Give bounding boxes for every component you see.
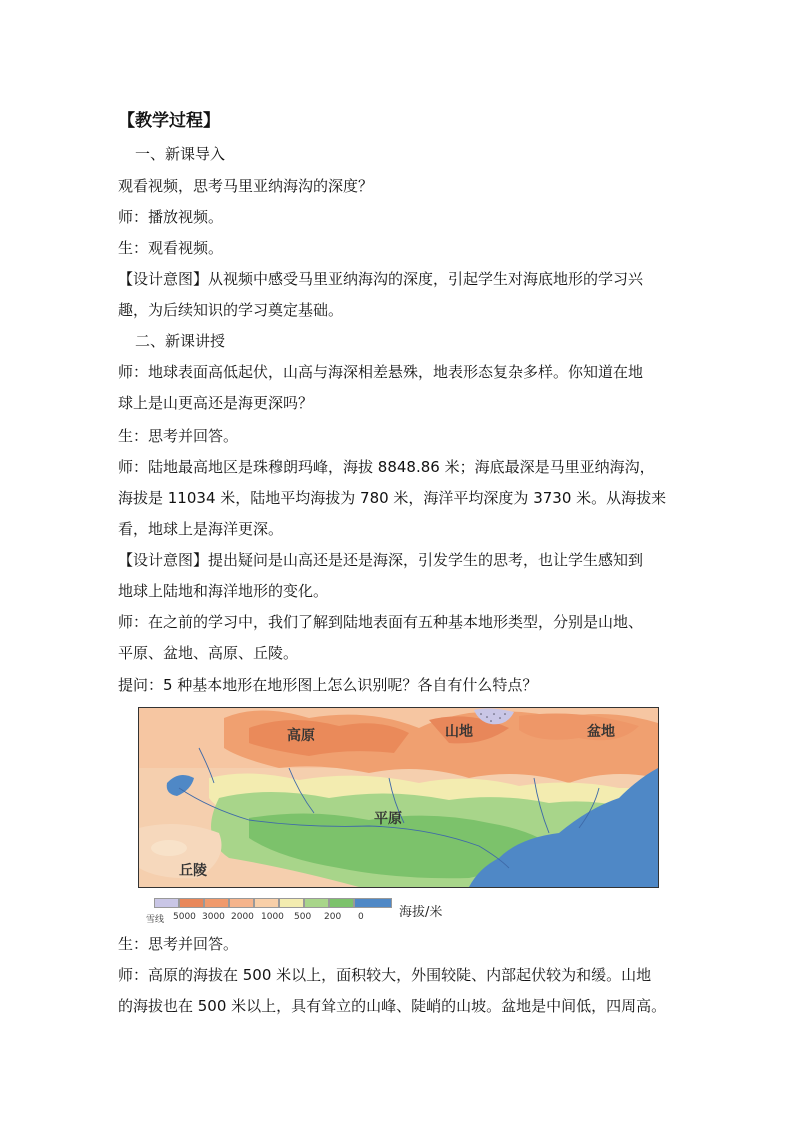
legend-swatch	[254, 898, 279, 908]
text-line: 生：思考并回答。	[118, 935, 239, 953]
text-line: 师：播放视频。	[118, 208, 224, 226]
text-line: 地球上陆地和海洋地形的变化。	[118, 582, 329, 600]
label-plateau: 高原	[287, 728, 315, 744]
legend-tick: 雪线	[146, 915, 165, 925]
text-line: 师：陆地最高地区是珠穆朗玛峰，海拔 8848.86 米；海底最深是马里亚纳海沟，	[118, 458, 655, 476]
legend-swatch	[229, 898, 254, 908]
label-hills: 丘陵	[179, 863, 207, 879]
text-line: 海拔是 11034 米，陆地平均海拔为 780 米，海洋平均深度为 3730 米。从海拔来	[118, 489, 667, 507]
text-line: 趣，为后续知识的学习奠定基础。	[118, 301, 344, 319]
legend-swatch	[304, 898, 329, 908]
legend-swatch	[204, 898, 229, 908]
legend-tick: 500	[294, 912, 312, 922]
section-heading: 【教学过程】	[118, 111, 220, 131]
legend-tick: 3000	[202, 912, 225, 922]
text-line: 平原、盆地、高原、丘陵。	[118, 644, 299, 662]
legend-tick: 0	[358, 912, 364, 922]
legend-unit: 海拔/米	[399, 905, 443, 920]
text-line: 【设计意图】从视频中感受马里亚纳海沟的深度，引起学生对海底地形的学习兴	[118, 270, 644, 288]
text-line: 观看视频，思考马里亚纳海沟的深度？	[118, 177, 374, 195]
legend-tick: 200	[324, 912, 342, 922]
legend-tick: 1000	[261, 912, 284, 922]
legend-tick: 2000	[231, 912, 254, 922]
text-line: 球上是山更高还是海更深吗？	[118, 394, 314, 412]
text-line: 师：高原的海拔在 500 米以上，面积较大，外围较陡、内部起伏较为和缓。山地	[118, 966, 652, 984]
label-plain: 平原	[374, 811, 402, 827]
text-line: 【设计意图】提出疑问是山高还是还是海深，引发学生的思考，也让学生感知到	[118, 551, 644, 569]
text-line: 生：观看视频。	[118, 239, 224, 257]
legend-swatch	[354, 898, 392, 908]
terrain-map	[138, 707, 659, 888]
text-line: 的海拔也在 500 米以上，具有耸立的山峰、陡峭的山坡。盆地是中间低，四周高。	[118, 997, 667, 1015]
legend-tick: 5000	[173, 912, 196, 922]
text-line: 师：在之前的学习中，我们了解到陆地表面有五种基本地形类型，分别是山地、	[118, 613, 644, 631]
text-line: 二、新课讲授	[135, 332, 226, 350]
legend-swatch	[329, 898, 354, 908]
label-basin: 盆地	[587, 724, 615, 740]
elevation-legend	[146, 898, 476, 928]
text-line: 师：地球表面高低起伏，山高与海深相差悬殊，地表形态复杂多样。你知道在地	[118, 363, 644, 381]
label-mountain: 山地	[445, 724, 473, 740]
text-line: 一、新课导入	[135, 145, 226, 163]
text-line: 看，地球上是海洋更深。	[118, 520, 284, 538]
text-line: 提问：5 种基本地形在地形图上怎么识别呢？各自有什么特点？	[118, 676, 538, 694]
legend-swatch	[279, 898, 304, 908]
legend-swatch	[154, 898, 179, 908]
legend-swatch	[179, 898, 204, 908]
text-line: 生：思考并回答。	[118, 427, 239, 445]
